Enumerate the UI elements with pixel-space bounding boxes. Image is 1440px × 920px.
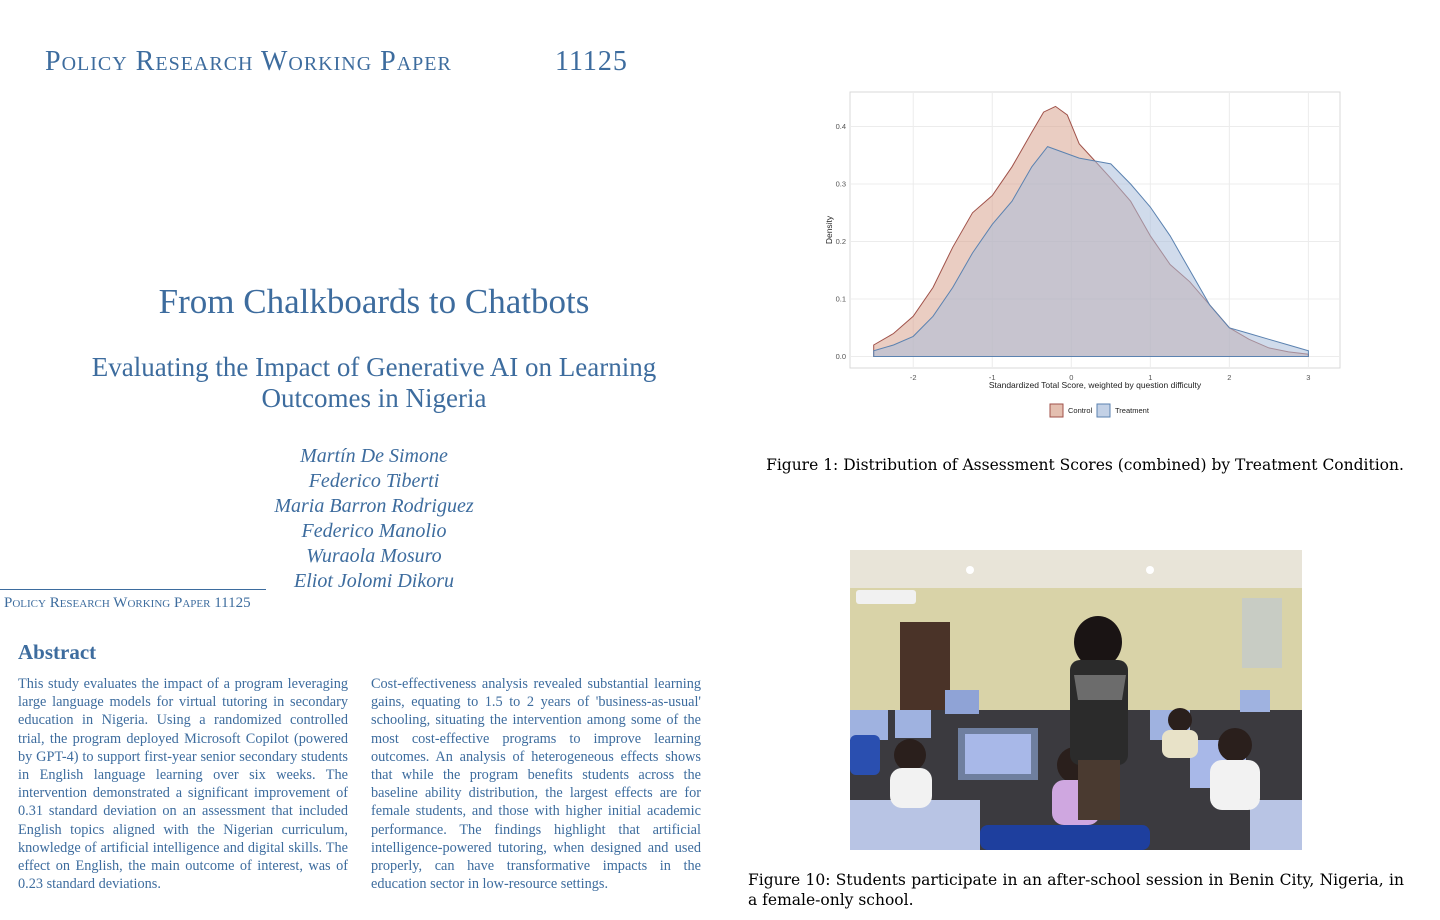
abstract-column-right: Cost-effectiveness analysis revealed substantial learning gains, equating to 1.5 to 2 years of 'business-as-usual' schooling, situating the intervention among some of the most cost-effective programs to improve learning outcomes. An analysis of heterogeneous effects shows that while the program benefits students across the baseline ability distribution, the largest effects are for female students, and those with higher initial academic performance. The findings highlight that artificial intelligence-powered tutoring, when designed and used properly, can have transformative impacts in the education sector in low-resource settings.	[371, 676, 701, 893]
y-tick-label: 0.1	[835, 294, 846, 304]
ceiling-light	[1146, 566, 1154, 574]
classroom-photo	[850, 550, 1302, 850]
paper-number: 11125	[555, 46, 628, 77]
author-name: Maria Barron Rodriguez	[274, 495, 474, 517]
teacher	[1074, 675, 1126, 700]
author-name: Wuraola Mosuro	[306, 545, 442, 567]
y-tick-label: 0.2	[835, 237, 846, 246]
student	[1168, 708, 1192, 732]
author-name: Eliot Jolomi Dikoru	[294, 570, 454, 592]
air-conditioner	[856, 590, 916, 604]
footer-rule	[0, 589, 266, 590]
x-tick-label: 3	[1306, 373, 1311, 382]
author-name: Federico Manolio	[301, 520, 447, 542]
chart-legend	[1050, 404, 1150, 417]
legend-swatch-control	[1050, 404, 1063, 417]
ceiling	[850, 550, 1302, 592]
figure-10-caption: Figure 10: Students participate in an after-school session in Benin City, Nigeria, in a female-only school.	[748, 871, 1404, 909]
author-list	[224, 444, 524, 592]
ceiling-light	[966, 566, 974, 574]
author-name: Martín De Simone	[300, 445, 448, 467]
window	[1242, 598, 1282, 668]
monitor	[1250, 800, 1302, 850]
x-tick-label: 0	[1069, 373, 1074, 382]
paper-subtitle: Evaluating the Impact of Generative AI on Learning Outcomes in Nigeria	[91, 352, 657, 413]
abstract-column-left: This study evaluates the impact of a program leveraging large language models for virtual tutoring in secondary education in Nigeria. Using a randomized controlled trial, the program deployed Microsoft Copilot (powered by GPT-4) to support first-year senior secondary students in English language learning over six weeks. The intervention demonstrated a significant improvement of 0.31 standard deviation on an assessment that included English topics aligned with the Nigerian curriculum, knowledge of artificial intelligence and digital skills. The effect on English, the main outcome of interest, was of 0.23 standard deviations.	[18, 676, 348, 893]
y-tick-label: 0.0	[835, 352, 846, 361]
abstract-heading: Abstract	[18, 640, 97, 664]
x-tick-label: 2	[1227, 373, 1232, 382]
student	[890, 768, 932, 808]
x-tick-label: 1	[1148, 373, 1153, 382]
legend-label-control: Control	[1068, 406, 1093, 415]
monitor	[945, 690, 979, 714]
figure-1-caption: Figure 1: Distribution of Assessment Scores (combined) by Treatment Condition.	[766, 456, 1404, 474]
monitor	[895, 710, 931, 738]
legend-label-treatment: Treatment	[1115, 406, 1149, 415]
x-axis-label: Standardized Total Score, weighted by question difficulty	[988, 380, 1202, 390]
y-axis-label: Density	[824, 215, 834, 245]
x-tick-label: -1	[988, 373, 996, 382]
door	[900, 622, 950, 722]
author-name: Federico Tiberti	[308, 470, 440, 492]
student	[1210, 760, 1260, 810]
series-label: Policy Research Working Paper	[45, 46, 452, 77]
y-tick-label: 0.4	[835, 122, 846, 131]
monitor	[1240, 690, 1270, 712]
footer-series-label: Policy Research Working Paper 11125	[4, 595, 251, 611]
legend-swatch-treatment	[1097, 404, 1110, 417]
student	[1162, 730, 1198, 758]
student	[1218, 728, 1252, 762]
student	[894, 739, 926, 771]
chair	[850, 735, 880, 775]
y-tick-label: 0.3	[835, 179, 846, 189]
chair	[980, 825, 1150, 850]
monitor	[965, 734, 1031, 774]
density-chart	[818, 82, 1358, 422]
teacher	[1078, 760, 1120, 820]
x-tick-label: -2	[909, 373, 917, 382]
paper-title: From Chalkboards to Chatbots	[158, 282, 590, 321]
